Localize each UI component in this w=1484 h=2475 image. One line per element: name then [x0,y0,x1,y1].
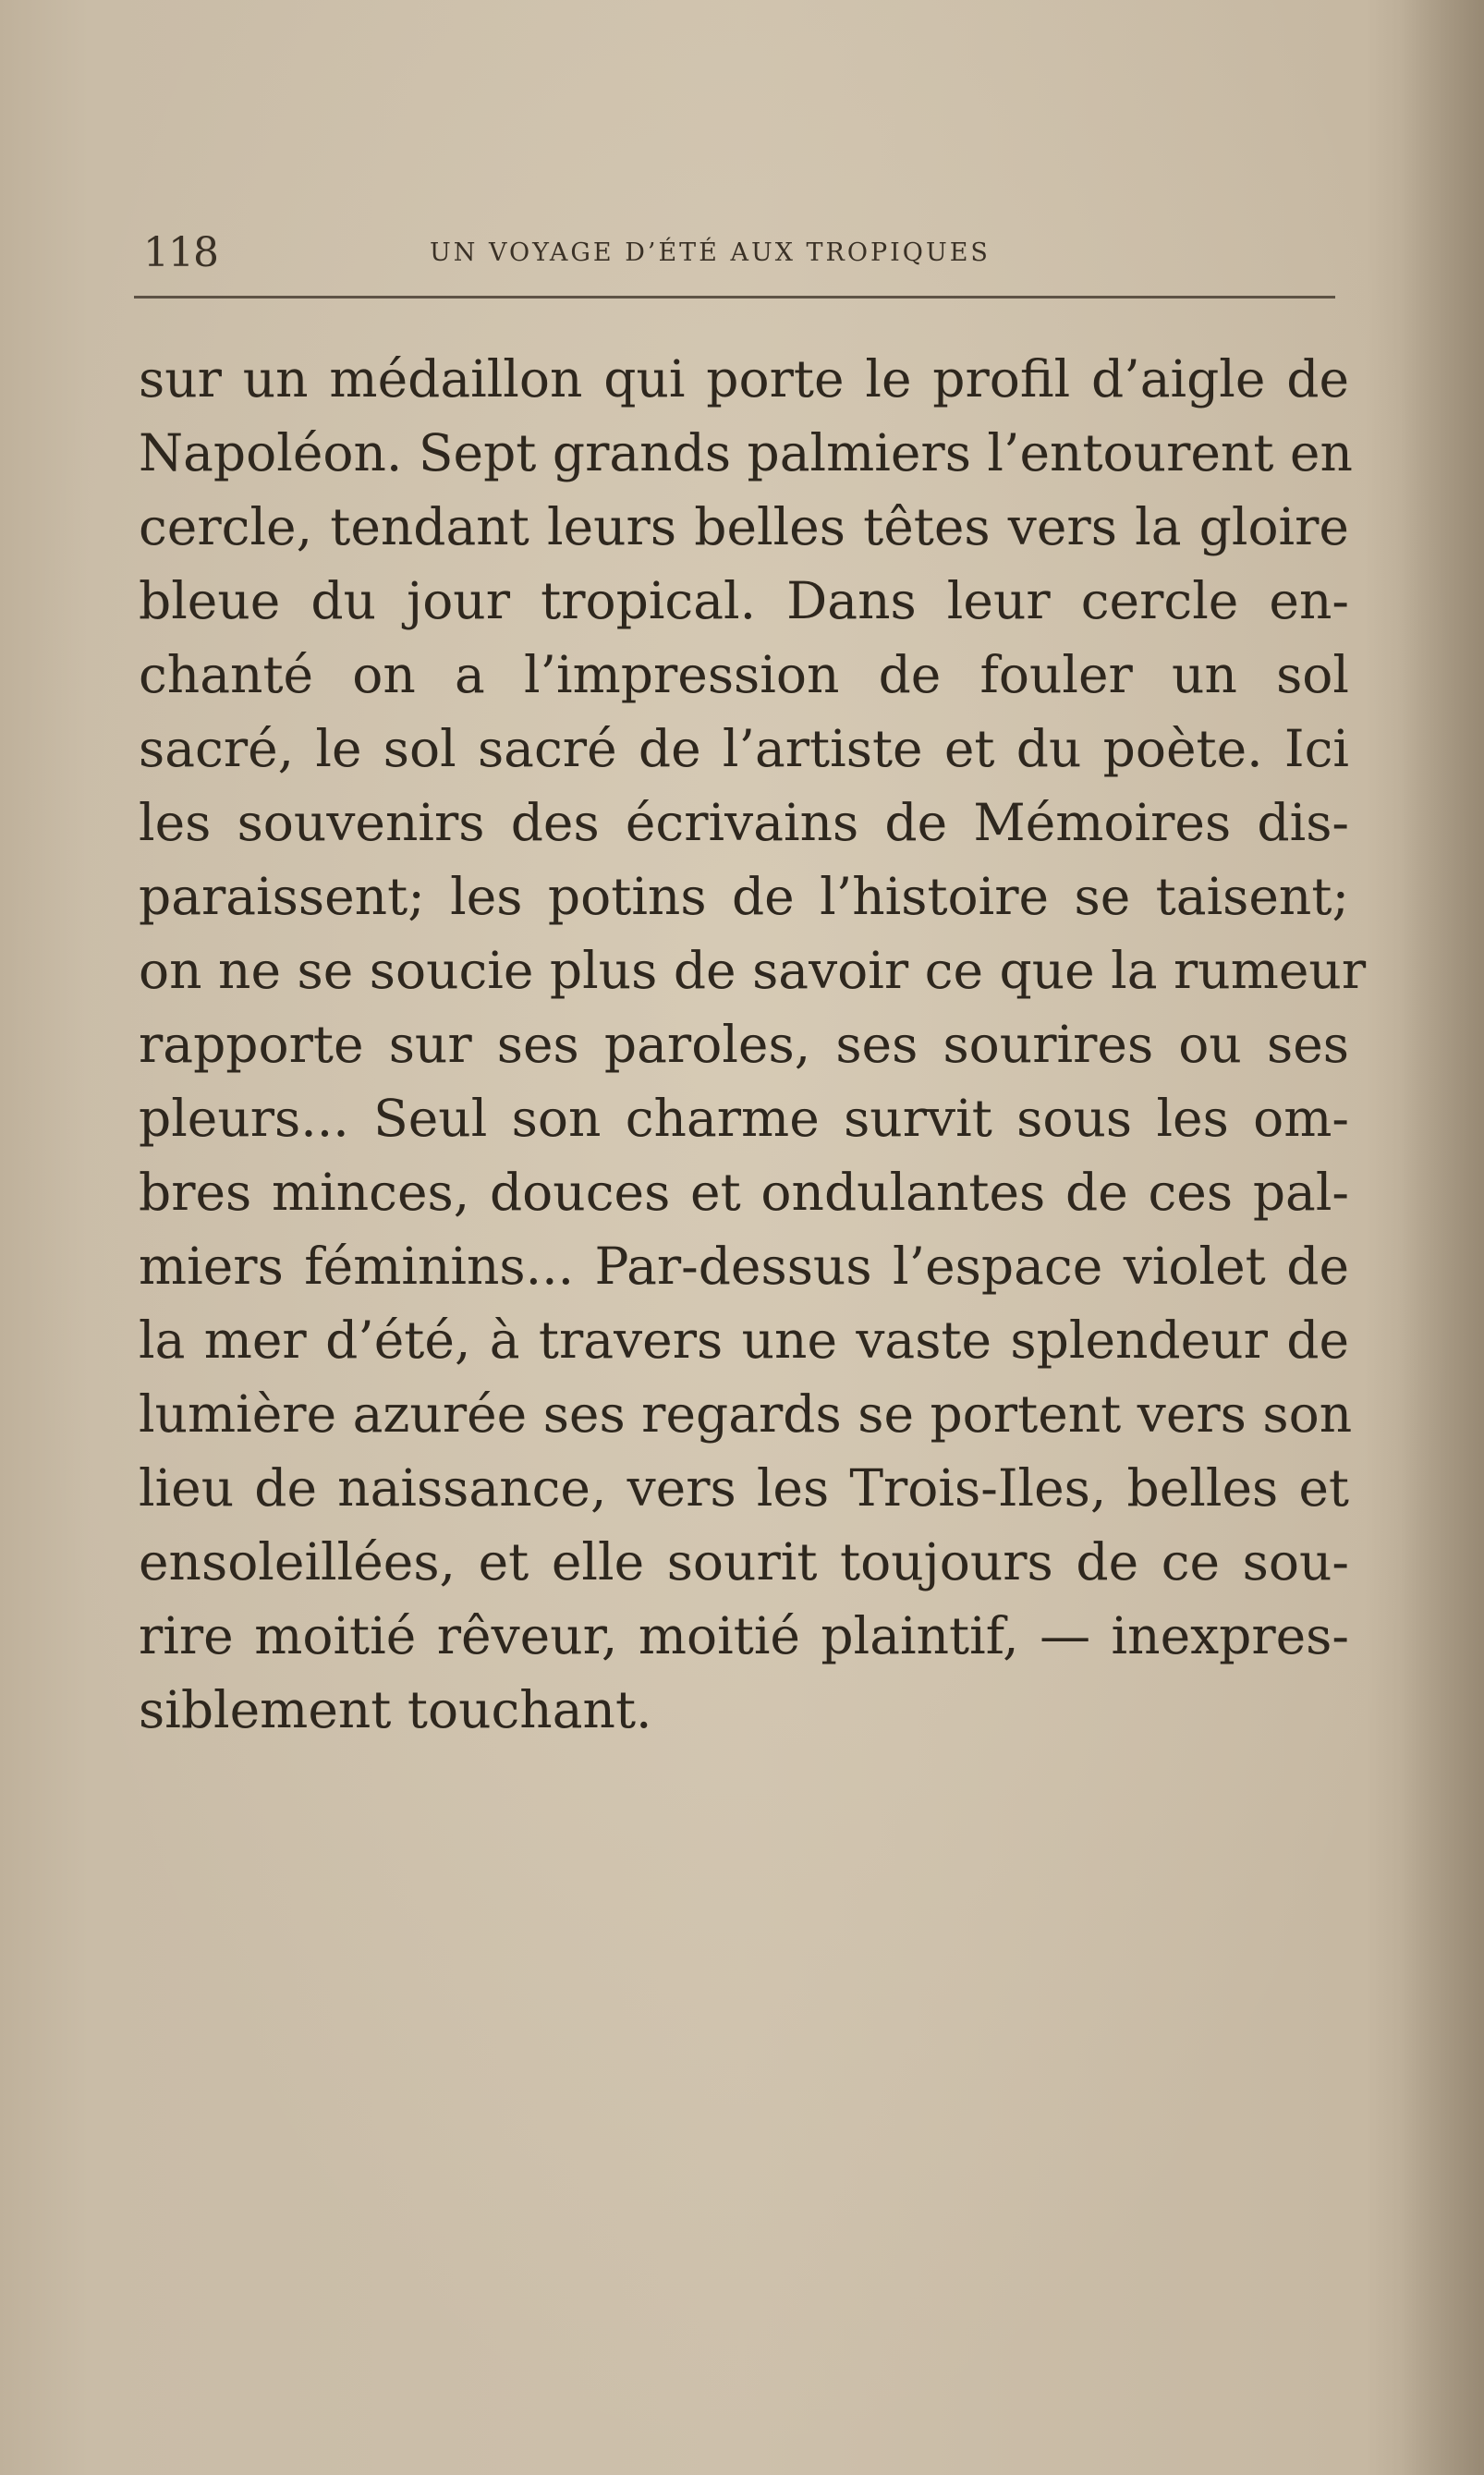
text-line: Napoléon. Sept grands palmiers l’entourent en [139,423,1353,482]
text-line: bres minces, douces et ondulantes de ces pal- [139,1163,1349,1222]
text-line: sur un médaillon qui porte le profil d’aigle de [139,349,1349,408]
text-line: les souvenirs des écrivains de Mémoires dis- [139,793,1349,852]
text-line: sacré, le sol sacré de l’artiste et du poète. Ici [139,719,1349,778]
page-number: 118 [143,229,218,276]
running-title: UN VOYAGE D’ÉTÉ AUX TROPIQUES [430,238,991,267]
text-line: la mer d’été, à travers une vaste splendeur de [139,1311,1349,1370]
header-rule [134,296,1335,299]
text-line: rapporte sur ses paroles, ses sourires ou ses [139,1015,1349,1074]
text-line: bleue du jour tropical. Dans leur cercle en- [139,571,1349,630]
text-line: chanté on a l’impression de fouler un sol [139,645,1349,704]
text-line: lumière azurée ses regards se portent vers son [139,1384,1353,1444]
body-text [139,342,1367,1747]
text-line: pleurs... Seul son charme survit sous les om- [139,1089,1349,1148]
page-edge-shadow [1401,0,1484,2475]
text-line: lieu de naissance, vers les Trois-Iles, belles et [139,1458,1349,1518]
text-line-last: siblement touchant. [139,1680,652,1739]
text-line: miers féminins... Par-dessus l’espace violet de [139,1237,1349,1296]
text-line: ensoleillées, et elle sourit toujours de ce sou- [139,1532,1349,1591]
text-line: cercle, tendant leurs belles têtes vers la gloire [139,497,1349,556]
page-header [143,229,1335,285]
text-line: rire moitié rêveur, moitié plaintif, — inexpres- [139,1606,1349,1665]
text-line: on ne se soucie plus de savoir ce que la rumeur [139,941,1367,1000]
text-line: paraissent; les potins de l’histoire se taisent; [139,867,1349,926]
